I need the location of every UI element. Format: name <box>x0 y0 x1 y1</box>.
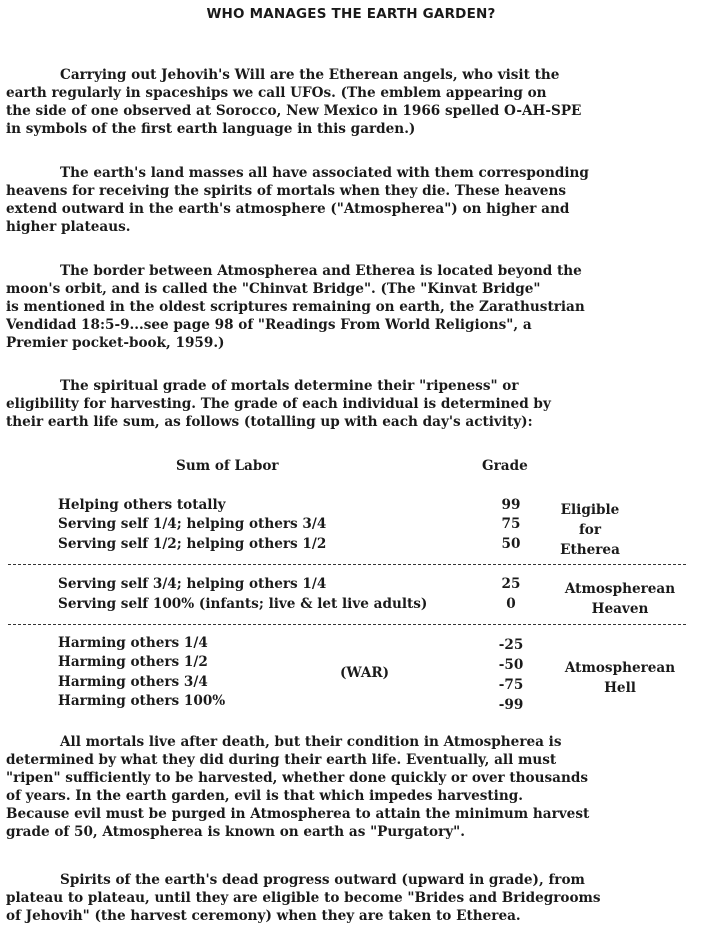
text-line: The border between Atmospherea and Etherea is located beyond the <box>60 263 582 279</box>
paragraph-5 <box>6 733 696 841</box>
text-line: determined by what they did during their earth life. Eventually, all must <box>6 752 557 768</box>
text-line: Carrying out Jehovih's Will are the Etherean angels, who visit the <box>60 67 560 83</box>
text-line: plateau to plateau, until they are eligible to become "Brides and Bridegrooms <box>6 890 601 906</box>
category-line: Heaven <box>591 601 649 617</box>
text-line: heavens for receiving the spirits of mortals when they die. These heavens <box>6 183 566 199</box>
text-line: extend outward in the earth's atmosphere ("Atmospherea") on higher and <box>6 201 570 217</box>
text-line: All mortals live after death, but their condition in Atmospherea is <box>60 734 562 750</box>
text-line: of Jehovih" (the harvest ceremony) when they are taken to Etherea. <box>6 908 521 924</box>
table-row-activity: Serving self 1/4; helping others 3/4 <box>58 516 327 532</box>
table-row-activity: Helping others totally <box>58 497 226 513</box>
table-row-grade: -75 <box>498 677 524 693</box>
table-row-activity: Serving self 100% (infants; live & let live adults) <box>58 596 428 612</box>
text-line: Premier pocket-book, 1959.) <box>6 335 225 351</box>
table-row-grade: 0 <box>506 596 516 612</box>
paragraph-1 <box>6 66 696 138</box>
text-line: The spiritual grade of mortals determine their "ripeness" or <box>60 378 519 394</box>
table-row-grade: 99 <box>501 497 521 513</box>
table-row-activity: Harming others 1/4 <box>58 635 208 651</box>
table-row-grade: -99 <box>498 697 524 713</box>
text-line: earth regularly in spaceships we call UFOs. (The emblem appearing on <box>6 85 547 101</box>
table-row-grade: -25 <box>498 637 524 653</box>
text-line: their earth life sum, as follows (totalling up with each day's activity): <box>6 414 533 430</box>
category-line: for <box>578 522 602 538</box>
text-line: The earth's land masses all have associated with them corresponding <box>60 165 589 181</box>
paragraph-3 <box>6 262 696 352</box>
text-line: moon's orbit, and is called the "Chinvat Bridge". (The "Kinvat Bridge" <box>6 281 541 297</box>
table-row-grade: 25 <box>501 576 521 592</box>
dashed-divider <box>8 564 686 565</box>
paragraph-4 <box>6 377 696 431</box>
text-line: of years. In the earth garden, evil is that which impedes harvesting. <box>6 788 523 804</box>
category-atmospherean-hell <box>550 658 690 698</box>
table-row-activity: Serving self 3/4; helping others 1/4 <box>58 576 327 592</box>
text-line: Spirits of the earth's dead progress outward (upward in grade), from <box>60 872 585 888</box>
text-line: eligibility for harvesting. The grade of each individual is determined by <box>6 396 551 412</box>
table-row-activity: Harming others 1/2 <box>58 654 208 670</box>
text-line: Vendidad 18:5-9...see page 98 of "Readings From World Religions", a <box>6 317 532 333</box>
text-line: higher plateaus. <box>6 219 131 235</box>
category-eligible-etherea <box>540 500 640 560</box>
column-header-grade: Grade <box>482 458 528 474</box>
table-row-grade: 75 <box>501 516 521 532</box>
category-line: Etherea <box>560 542 620 558</box>
text-line: "ripen" sufficiently to be harvested, whether done quickly or over thousands <box>6 770 588 786</box>
paragraph-6 <box>6 871 696 925</box>
table-row-activity: Serving self 1/2; helping others 1/2 <box>58 536 327 552</box>
category-atmospherean-heaven <box>550 579 690 619</box>
column-header-sum-of-labor: Sum of Labor <box>176 458 279 474</box>
category-line: Atmospherean <box>564 581 676 597</box>
category-line: Eligible <box>560 502 620 518</box>
page-title: WHO MANAGES THE EARTH GARDEN? <box>206 6 496 22</box>
table-row-grade: 50 <box>501 536 521 552</box>
category-line: Atmospherean <box>564 660 676 676</box>
text-line: is mentioned in the oldest scriptures remaining on earth, the Zarathustrian <box>6 299 585 315</box>
text-line: grade of 50, Atmospherea is known on earth as "Purgatory". <box>6 824 465 840</box>
dashed-divider <box>8 624 686 625</box>
war-label: (WAR) <box>340 665 390 681</box>
table-row-activity: Harming others 100% <box>58 693 226 709</box>
text-line: in symbols of the first earth language in this garden.) <box>6 121 416 137</box>
category-line: Hell <box>604 680 636 696</box>
table-row-grade: -50 <box>498 657 524 673</box>
paragraph-2 <box>6 164 696 236</box>
text-line: the side of one observed at Sorocco, New Mexico in 1966 spelled O-AH-SPE <box>6 103 582 119</box>
text-line: Because evil must be purged in Atmospherea to attain the minimum harvest <box>6 806 590 822</box>
table-row-activity: Harming others 3/4 <box>58 674 208 690</box>
